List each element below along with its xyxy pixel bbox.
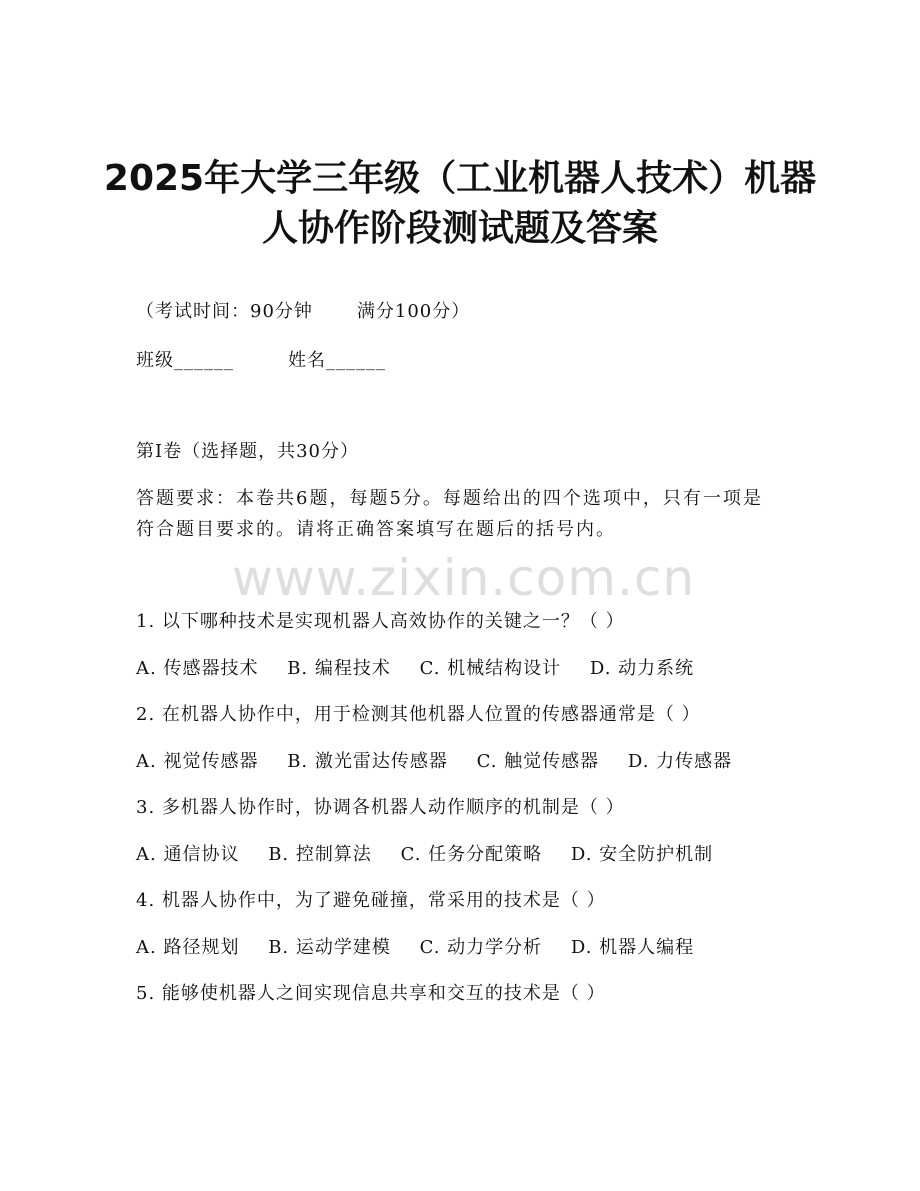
option-a: A. 视觉传感器 (136, 751, 259, 772)
option-a: A. 路径规划 (136, 937, 240, 958)
question-3-stem: 3. 多机器人协作时，协调各机器人动作顺序的机制是（ ） (136, 797, 625, 818)
option-b: B. 运动学建模 (268, 937, 391, 958)
section-heading: 第I卷（选择题，共30分） (136, 441, 360, 462)
class-field: 班级______ (136, 350, 234, 371)
question-1-options (136, 655, 694, 683)
question-2-stem: 2. 在机器人协作中，用于检测其他机器人位置的传感器通常是（ ） (136, 704, 701, 725)
question-3-options (136, 841, 713, 869)
option-d: D. 动力系统 (589, 658, 695, 679)
exam-info (136, 298, 470, 326)
question-1-stem: 1. 以下哪种技术是实现机器人高效协作的关键之一？（ ） (136, 611, 625, 632)
question-4-stem: 4. 机器人协作中，为了避免碰撞，常采用的技术是（ ） (136, 890, 606, 911)
question-2-options (136, 748, 732, 776)
option-c: C. 动力学分析 (419, 937, 543, 958)
option-c: C. 任务分配策略 (400, 844, 543, 865)
option-c: C. 机械结构设计 (419, 658, 562, 679)
question-5-stem: 5. 能够使机器人之间实现信息共享和交互的技术是（ ） (136, 983, 606, 1004)
option-a: A. 传感器技术 (136, 658, 259, 679)
document-title-line-1: 2025年大学三年级（工业机器人技术）机器 (103, 158, 817, 199)
exam-full-score: 满分100分） (356, 301, 471, 322)
exam-time: （考试时间：90分钟 (136, 301, 313, 322)
question-4-options (136, 934, 694, 962)
answer-instructions: 答题要求：本卷共6题，每题5分。每题给出的四个选项中，只有一项是符合题目要求的。请将正确答案填写在题后的括号内。 (136, 488, 763, 540)
option-d: D. 安全防护机制 (570, 844, 714, 865)
option-b: B. 激光雷达传感器 (287, 751, 448, 772)
option-b: B. 控制算法 (268, 844, 372, 865)
option-d: D. 力传感器 (627, 751, 733, 772)
name-field: 姓名______ (288, 350, 386, 371)
document-title-line-2: 人协作阶段测试题及答案 (261, 208, 658, 249)
watermark: www.zixin.com.cn (232, 549, 696, 607)
student-fields (136, 347, 386, 375)
option-d: D. 机器人编程 (570, 937, 695, 958)
option-c: C. 触觉传感器 (476, 751, 600, 772)
option-a: A. 通信协议 (136, 844, 240, 865)
option-b: B. 编程技术 (287, 658, 391, 679)
